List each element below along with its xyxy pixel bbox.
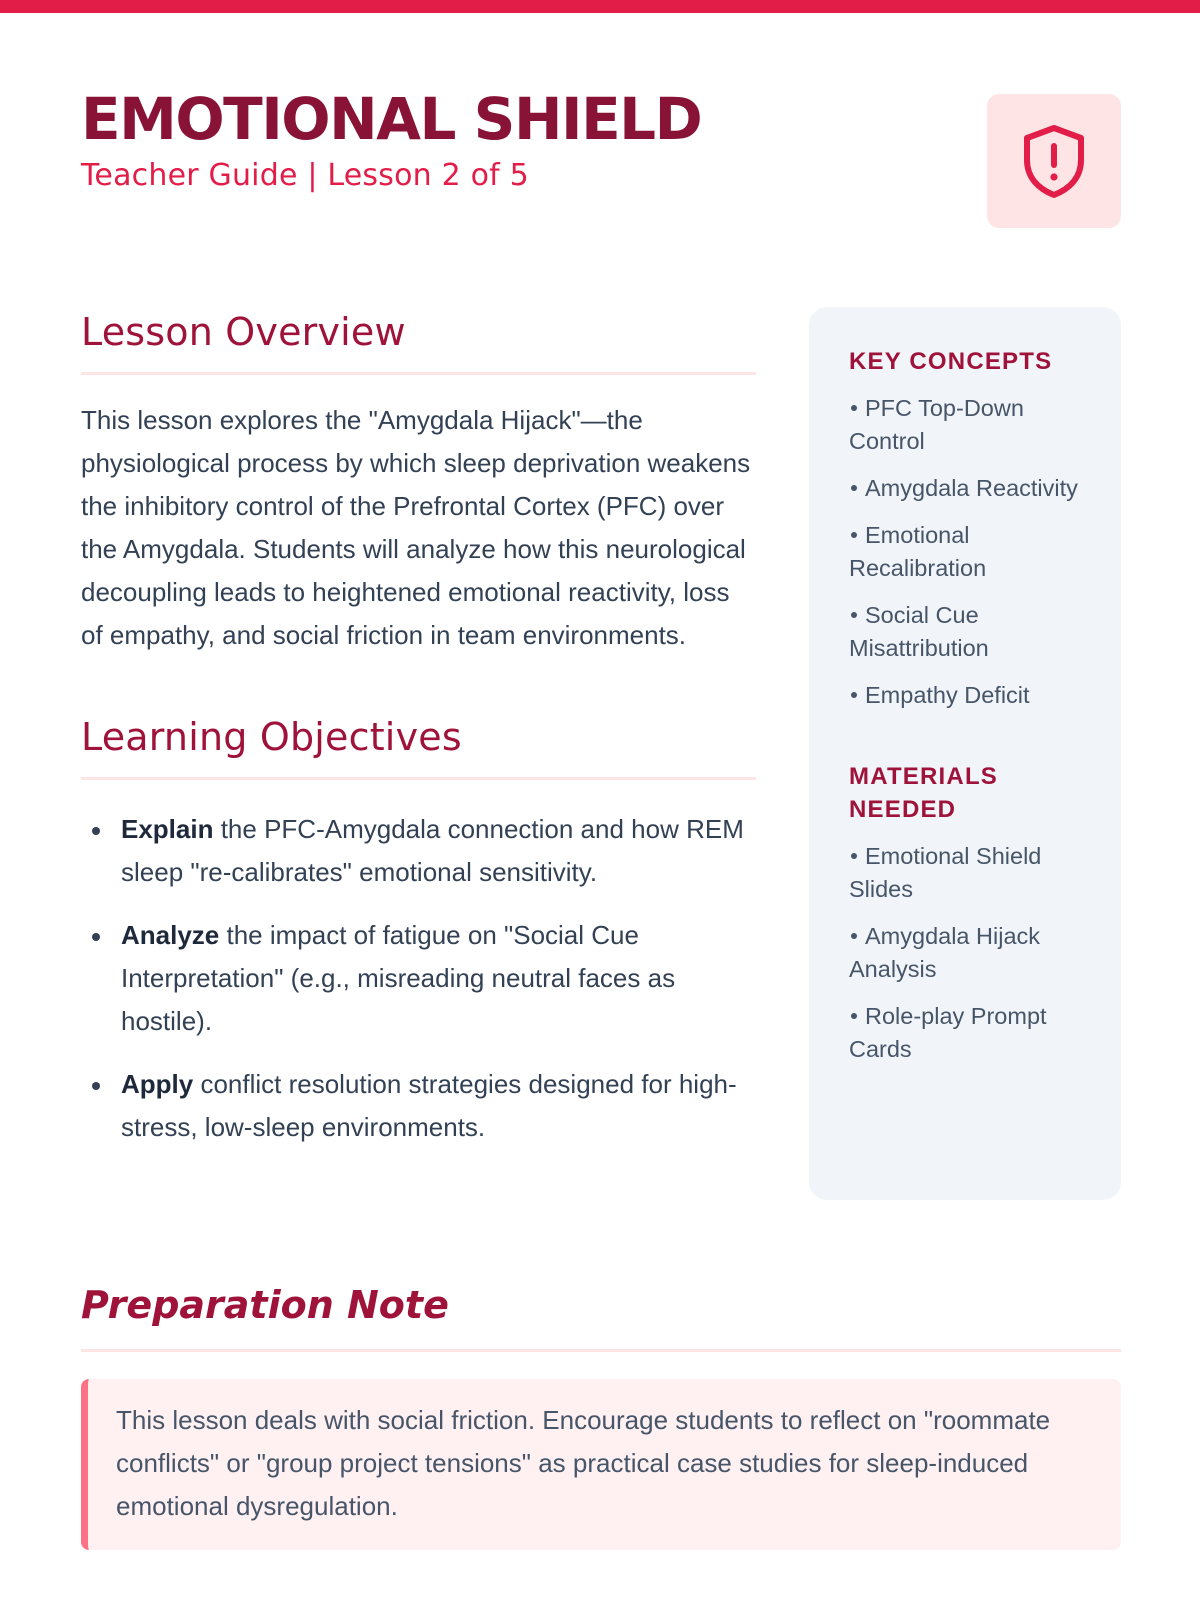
top-accent-bar bbox=[0, 0, 1200, 13]
objective-text: the impact of fatigue on "Social Cue Interpretation" (e.g., misreading neutral faces as hostile). bbox=[121, 920, 676, 1036]
concept-label: Social Cue Misattribution bbox=[849, 602, 989, 661]
concept-item bbox=[849, 392, 1091, 458]
preparation-note-text: This lesson deals with social friction. Encourage students to reflect on "roommate conflicts" or "group project tensions" as practical case studies for sleep-induced emotional dysregulation. bbox=[116, 1405, 1051, 1521]
objectives-list bbox=[81, 808, 756, 1149]
materials-heading: MATERIALS NEEDED bbox=[849, 763, 999, 823]
concept-item bbox=[849, 519, 1091, 585]
overview-text: This lesson explores the "Amygdala Hijack"—the physiological process by which sleep deprivation weakens the inhibitory control of the Prefrontal Cortex (PFC) over the Amygdala. Students will analyze how this neurological decoupling leads to heightened emotional reactivity, loss of empathy, and social friction in team environments. bbox=[81, 405, 751, 650]
concept-label: Amygdala Reactivity bbox=[865, 475, 1078, 501]
shield-icon-badge bbox=[987, 94, 1121, 228]
material-item bbox=[849, 840, 1091, 906]
concept-item bbox=[849, 472, 1091, 505]
concept-item bbox=[849, 599, 1091, 665]
material-label: Amygdala Hijack Analysis bbox=[849, 923, 1041, 982]
overview-heading: Lesson Overview bbox=[81, 310, 756, 375]
preparation-section bbox=[81, 1283, 1121, 1550]
concept-item bbox=[849, 679, 1091, 712]
bullet-icon bbox=[851, 485, 857, 491]
concept-label: Empathy Deficit bbox=[865, 682, 1030, 708]
bullet-icon bbox=[851, 532, 857, 538]
objective-verb: Apply bbox=[121, 1069, 194, 1099]
material-label: Emotional Shield Slides bbox=[849, 843, 1042, 902]
material-item bbox=[849, 1000, 1091, 1066]
bullet-icon bbox=[851, 933, 857, 939]
key-concepts-list bbox=[849, 392, 1091, 712]
objective-text: conflict resolution strategies designed for high-stress, low-sleep environments. bbox=[121, 1069, 737, 1142]
objective-item bbox=[81, 808, 756, 894]
objective-text: the PFC-Amygdala connection and how REM sleep "re-calibrates" emotional sensitivity. bbox=[121, 814, 744, 887]
material-item bbox=[849, 920, 1091, 986]
bullet-icon bbox=[851, 1013, 857, 1019]
concept-label: Emotional Recalibration bbox=[849, 522, 987, 581]
preparation-note-box bbox=[81, 1379, 1121, 1550]
bullet-icon bbox=[851, 405, 857, 411]
objective-item bbox=[81, 914, 756, 1043]
material-label: Role-play Prompt Cards bbox=[849, 1003, 1047, 1062]
objectives-heading: Learning Objectives bbox=[81, 715, 756, 780]
page-header bbox=[81, 85, 1121, 193]
objective-verb: Analyze bbox=[121, 920, 220, 950]
objective-verb: Explain bbox=[121, 814, 214, 844]
main-content bbox=[81, 310, 756, 1169]
bullet-icon bbox=[851, 853, 857, 859]
bullet-icon bbox=[851, 612, 857, 618]
page-title: EMOTIONAL SHIELD bbox=[81, 85, 702, 153]
preparation-heading: Preparation Note bbox=[81, 1283, 1121, 1352]
objective-item bbox=[81, 1063, 756, 1149]
page-subtitle: Teacher Guide | Lesson 2 of 5 bbox=[81, 157, 529, 193]
key-concepts-heading: KEY CONCEPTS bbox=[849, 348, 1053, 375]
materials-list bbox=[849, 840, 1091, 1066]
sidebar-panel bbox=[809, 307, 1121, 1200]
concept-label: PFC Top-Down Control bbox=[849, 395, 1024, 454]
shield-alert-icon bbox=[1021, 123, 1087, 199]
bullet-icon bbox=[851, 692, 857, 698]
